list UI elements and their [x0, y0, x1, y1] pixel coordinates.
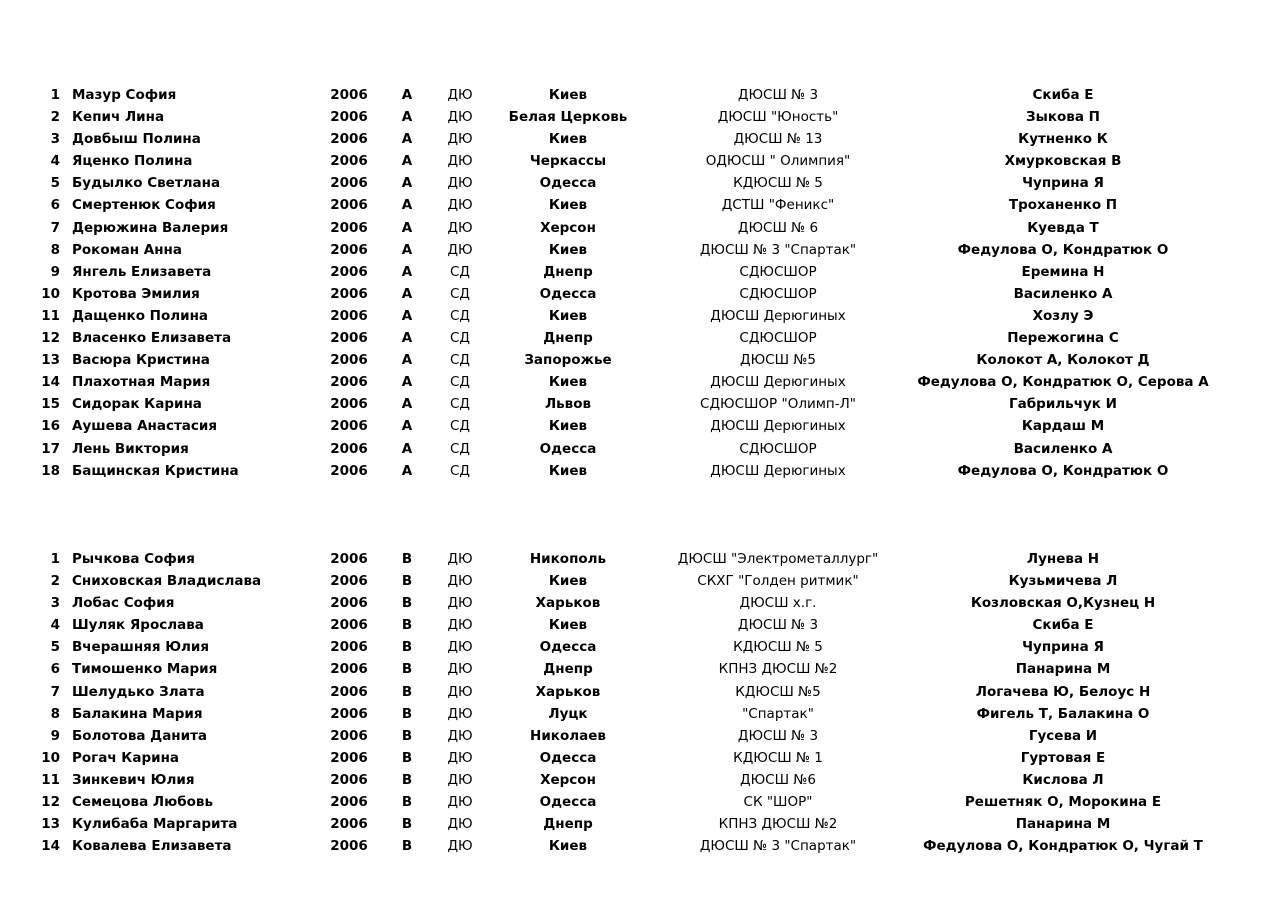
category: ДЮ	[447, 175, 473, 192]
city: Одесса	[539, 440, 597, 457]
row-number: 18	[41, 462, 60, 479]
category: СД	[450, 285, 470, 302]
city: Днепр	[543, 330, 593, 347]
group-letter: А	[401, 153, 413, 170]
table-row	[0, 106, 1280, 128]
row-number: 4	[50, 153, 60, 170]
group-letter: А	[401, 241, 413, 258]
club: СДЮСШОР "Олимп-Л"	[700, 396, 856, 413]
row-number: 7	[50, 219, 60, 236]
category: ДЮ	[447, 87, 473, 103]
club: ДЮСШ "Электрометаллург"	[677, 551, 879, 567]
table-row	[0, 835, 1280, 857]
coach: Зыкова П	[1026, 109, 1100, 126]
group-letter: В	[401, 749, 413, 766]
birth-year: 2006	[330, 595, 368, 612]
group-letter: А	[401, 418, 413, 435]
club: СДЮСШОР	[739, 285, 817, 302]
category: СД	[450, 374, 470, 391]
coach: Панарина М	[1015, 816, 1111, 833]
table-row	[0, 636, 1280, 658]
group-letter: А	[401, 219, 413, 236]
athlete-name: Власенко Елизавета	[72, 330, 232, 347]
coach: Федулова О, Кондратюк О	[957, 241, 1169, 258]
table-row	[0, 438, 1280, 460]
coach: Федулова О, Кондратюк О, Серова А	[917, 374, 1209, 391]
row-number: 4	[50, 617, 60, 634]
category: ДЮ	[447, 639, 473, 656]
club: ДЮСШ № 13	[733, 131, 823, 148]
group-letter: В	[401, 661, 413, 678]
coach: Скиба Е	[1032, 617, 1094, 634]
group-letter: А	[401, 263, 413, 280]
table-row	[0, 371, 1280, 393]
group-a-table	[0, 84, 1280, 482]
coach: Еремина Н	[1021, 263, 1105, 280]
group-letter: А	[401, 131, 413, 148]
group-letter: В	[401, 573, 413, 590]
club: ДЮСШ Дерюгиных	[710, 374, 846, 391]
club: СК "ШОР"	[743, 794, 813, 811]
group-letter: В	[401, 683, 413, 700]
coach: Гусева И	[1028, 727, 1098, 744]
club: ОДЮСШ " Олимпия"	[705, 153, 851, 170]
group-letter: В	[401, 551, 413, 567]
row-number: 3	[50, 595, 60, 612]
athlete-name: Лобас София	[72, 595, 175, 612]
athlete-name: Плахотная Мария	[72, 374, 211, 391]
city: Луцк	[548, 705, 588, 722]
city: Киев	[548, 418, 588, 435]
group-letter: В	[401, 727, 413, 744]
table-row	[0, 84, 1280, 106]
category: ДЮ	[447, 816, 473, 833]
category: СД	[450, 263, 470, 280]
birth-year: 2006	[330, 771, 368, 788]
athlete-name: Шуляк Ярослава	[72, 617, 204, 634]
birth-year: 2006	[330, 109, 368, 126]
city: Днепр	[543, 263, 593, 280]
athlete-name: Балакина Мария	[72, 705, 203, 722]
table-row	[0, 128, 1280, 150]
coach: Федулова О, Кондратюк О, Чугай Т	[923, 838, 1203, 855]
row-number: 14	[41, 374, 60, 391]
coach: Решетняк О, Морокина Е	[964, 794, 1162, 811]
birth-year: 2006	[330, 794, 368, 811]
row-number: 10	[41, 749, 60, 766]
birth-year: 2006	[330, 749, 368, 766]
row-number: 1	[50, 87, 60, 103]
group-letter: А	[401, 352, 413, 369]
club: СДЮСШОР	[739, 440, 817, 457]
row-number: 6	[50, 661, 60, 678]
club: ДЮСШ "Юность"	[717, 109, 839, 126]
city: Киев	[548, 197, 588, 214]
group-letter: А	[401, 440, 413, 457]
group-letter: А	[401, 197, 413, 214]
birth-year: 2006	[330, 263, 368, 280]
coach: Чуприна Я	[1022, 175, 1104, 192]
group-letter: А	[401, 374, 413, 391]
athlete-name: Дерюжина Валерия	[72, 219, 229, 236]
category: СД	[450, 352, 470, 369]
athlete-name: Сниховская Владислава	[72, 573, 262, 590]
athlete-name: Болотова Данита	[72, 727, 208, 744]
city: Черкассы	[529, 153, 607, 170]
club: ДСТШ "Феникс"	[721, 197, 835, 214]
athlete-name: Ковалева Елизавета	[72, 838, 232, 855]
club: СДЮСШОР	[739, 263, 817, 280]
athlete-name: Мазур София	[72, 87, 177, 103]
city: Одесса	[539, 175, 597, 192]
athlete-name: Бащинская Кристина	[72, 462, 239, 479]
birth-year: 2006	[330, 705, 368, 722]
coach: Кутненко К	[1018, 131, 1108, 148]
table-row	[0, 261, 1280, 283]
row-number: 15	[41, 396, 60, 413]
table-row	[0, 813, 1280, 835]
city: Харьков	[535, 683, 601, 700]
table-row	[0, 614, 1280, 636]
birth-year: 2006	[330, 440, 368, 457]
athlete-name: Рогач Карина	[72, 749, 180, 766]
coach: Кузьмичева Л	[1008, 573, 1118, 590]
club: КДЮСШ № 1	[733, 749, 823, 766]
table-row	[0, 327, 1280, 349]
category: ДЮ	[447, 573, 473, 590]
city: Киев	[548, 462, 588, 479]
athlete-name: Будылко Светлана	[72, 175, 221, 192]
club: ДЮСШ Дерюгиных	[710, 418, 846, 435]
city: Херсон	[540, 219, 596, 236]
birth-year: 2006	[330, 131, 368, 148]
athlete-name: Кротова Эмилия	[72, 285, 200, 302]
club: ДЮСШ № 3 "Спартак"	[699, 838, 857, 855]
club: ДЮСШ № 3	[737, 87, 819, 103]
club: СКХГ "Голден ритмик"	[697, 573, 859, 590]
city: Киев	[548, 131, 588, 148]
city: Киев	[548, 374, 588, 391]
city: Киев	[548, 838, 588, 855]
row-number: 5	[50, 175, 60, 192]
coach: Василенко А	[1013, 440, 1113, 457]
coach: Чуприна Я	[1022, 639, 1104, 656]
category: ДЮ	[447, 131, 473, 148]
club: ДЮСШ №6	[740, 771, 816, 788]
coach: Лунева Н	[1026, 551, 1100, 567]
city: Херсон	[540, 771, 596, 788]
table-row	[0, 791, 1280, 813]
category: СД	[450, 440, 470, 457]
category: ДЮ	[447, 683, 473, 700]
athlete-name: Шелудько Злата	[72, 683, 205, 700]
birth-year: 2006	[330, 197, 368, 214]
category: ДЮ	[447, 595, 473, 612]
group-letter: В	[401, 595, 413, 612]
row-number: 13	[41, 816, 60, 833]
club: ДЮСШ Дерюгиных	[710, 307, 846, 324]
row-number: 5	[50, 639, 60, 656]
city: Запорожье	[524, 352, 612, 369]
athlete-name: Рычкова София	[72, 551, 195, 567]
athlete-name: Семецова Любовь	[72, 794, 214, 811]
category: ДЮ	[447, 661, 473, 678]
city: Киев	[548, 617, 588, 634]
city: Львов	[544, 396, 592, 413]
club: КДЮСШ № 5	[733, 175, 823, 192]
birth-year: 2006	[330, 727, 368, 744]
row-number: 11	[41, 771, 60, 788]
club: КПНЗ ДЮСШ №2	[718, 816, 838, 833]
birth-year: 2006	[330, 175, 368, 192]
row-number: 16	[41, 418, 60, 435]
category: ДЮ	[447, 219, 473, 236]
row-number: 11	[41, 307, 60, 324]
group-letter: В	[401, 639, 413, 656]
table-row	[0, 415, 1280, 437]
athlete-name: Васюра Кристина	[72, 352, 210, 369]
city: Николаев	[530, 727, 606, 744]
group-letter: В	[401, 838, 413, 855]
city: Никополь	[529, 551, 607, 567]
city: Киев	[548, 307, 588, 324]
group-letter: А	[401, 109, 413, 126]
city: Одесса	[539, 749, 597, 766]
club: ДЮСШ № 3	[737, 727, 819, 744]
birth-year: 2006	[330, 352, 368, 369]
category: ДЮ	[447, 771, 473, 788]
row-number: 9	[50, 727, 60, 744]
category: ДЮ	[447, 794, 473, 811]
coach: Троханенко П	[1008, 197, 1118, 214]
city: Белая Церковь	[508, 109, 628, 126]
birth-year: 2006	[330, 639, 368, 656]
club: ДЮСШ №5	[740, 352, 816, 369]
club: "Спартак"	[742, 705, 814, 722]
birth-year: 2006	[330, 816, 368, 833]
athlete-name: Кулибаба Маргарита	[72, 816, 238, 833]
birth-year: 2006	[330, 573, 368, 590]
city: Днепр	[543, 816, 593, 833]
table-row	[0, 769, 1280, 791]
row-number: 7	[50, 683, 60, 700]
athlete-name: Зинкевич Юлия	[72, 771, 195, 788]
row-number: 17	[41, 440, 60, 457]
coach: Кислова Л	[1022, 771, 1104, 788]
athlete-name: Рокоман Анна	[72, 241, 182, 258]
table-row	[0, 305, 1280, 327]
city: Киев	[548, 241, 588, 258]
athlete-name: Янгель Елизавета	[72, 263, 212, 280]
table-row	[0, 658, 1280, 680]
athlete-name: Вчерашняя Юлия	[72, 639, 210, 656]
coach: Панарина М	[1015, 661, 1111, 678]
coach: Хмурковская В	[1004, 153, 1122, 170]
coach: Колокот А, Колокот Д	[976, 352, 1150, 369]
table-row	[0, 172, 1280, 194]
row-number: 3	[50, 131, 60, 148]
category: ДЮ	[447, 153, 473, 170]
city: Харьков	[535, 595, 601, 612]
coach: Скиба Е	[1032, 87, 1094, 103]
coach: Гуртовая Е	[1020, 749, 1106, 766]
row-number: 12	[41, 330, 60, 347]
row-number: 9	[50, 263, 60, 280]
group-letter: А	[401, 396, 413, 413]
birth-year: 2006	[330, 285, 368, 302]
city: Киев	[548, 573, 588, 590]
city: Одесса	[539, 794, 597, 811]
birth-year: 2006	[330, 219, 368, 236]
city: Одесса	[539, 639, 597, 656]
athlete-name: Дащенко Полина	[72, 307, 209, 324]
birth-year: 2006	[330, 462, 368, 479]
category: СД	[450, 307, 470, 324]
coach: Габрильчук И	[1009, 396, 1117, 413]
coach: Кардаш М	[1021, 418, 1105, 435]
city: Киев	[548, 87, 588, 103]
group-letter: В	[401, 705, 413, 722]
table-row	[0, 570, 1280, 592]
group-letter: А	[401, 175, 413, 192]
row-number: 12	[41, 794, 60, 811]
athlete-name: Аушева Анастасия	[72, 418, 218, 435]
group-letter: А	[401, 307, 413, 324]
row-number: 13	[41, 352, 60, 369]
group-letter: В	[401, 794, 413, 811]
table-row	[0, 283, 1280, 305]
group-letter: В	[401, 771, 413, 788]
club: КПНЗ ДЮСШ №2	[718, 661, 838, 678]
club: КДЮСШ №5	[735, 683, 821, 700]
coach: Козловская О,Кузнец Н	[970, 595, 1156, 612]
athlete-name: Довбыш Полина	[72, 131, 201, 148]
row-number: 14	[41, 838, 60, 855]
category: СД	[450, 418, 470, 435]
category: ДЮ	[447, 617, 473, 634]
birth-year: 2006	[330, 418, 368, 435]
coach: Федулова О, Кондратюк О	[957, 462, 1169, 479]
athlete-name: Тимошенко Мария	[72, 661, 218, 678]
birth-year: 2006	[330, 374, 368, 391]
city: Одесса	[539, 285, 597, 302]
category: ДЮ	[447, 705, 473, 722]
athlete-name: Лень Виктория	[72, 440, 189, 457]
category: СД	[450, 396, 470, 413]
coach: Фигель Т, Балакина О	[976, 705, 1150, 722]
birth-year: 2006	[330, 396, 368, 413]
table-row	[0, 239, 1280, 261]
city: Днепр	[543, 661, 593, 678]
category: ДЮ	[447, 749, 473, 766]
table-row	[0, 460, 1280, 482]
category: СД	[450, 462, 470, 479]
club: ДЮСШ Дерюгиных	[710, 462, 846, 479]
group-letter: А	[401, 462, 413, 479]
athlete-name: Сидорак Карина	[72, 396, 202, 413]
birth-year: 2006	[330, 838, 368, 855]
group-letter: В	[401, 816, 413, 833]
category: ДЮ	[447, 241, 473, 258]
birth-year: 2006	[330, 241, 368, 258]
category: СД	[450, 330, 470, 347]
coach: Логачева Ю, Белоус Н	[975, 683, 1151, 700]
athlete-name: Смертенюк София	[72, 197, 216, 214]
category: ДЮ	[447, 197, 473, 214]
table-row	[0, 725, 1280, 747]
birth-year: 2006	[330, 87, 368, 103]
category: ДЮ	[447, 838, 473, 855]
birth-year: 2006	[330, 153, 368, 170]
group-letter: А	[401, 330, 413, 347]
group-b-table	[0, 548, 1280, 857]
category: ДЮ	[447, 727, 473, 744]
athlete-name: Яценко Полина	[72, 153, 193, 170]
club: ДЮСШ № 3	[737, 617, 819, 634]
table-row	[0, 217, 1280, 239]
row-number: 2	[50, 573, 60, 590]
table-row	[0, 349, 1280, 371]
coach: Пережогина С	[1007, 330, 1119, 347]
birth-year: 2006	[330, 661, 368, 678]
birth-year: 2006	[330, 307, 368, 324]
table-row	[0, 592, 1280, 614]
table-row	[0, 393, 1280, 415]
coach: Василенко А	[1013, 285, 1113, 302]
row-number: 1	[50, 551, 60, 567]
table-row	[0, 747, 1280, 769]
table-row	[0, 703, 1280, 725]
row-number: 8	[50, 241, 60, 258]
category: ДЮ	[447, 551, 473, 567]
row-number: 10	[41, 285, 60, 302]
group-letter: В	[401, 617, 413, 634]
club: ДЮСШ № 6	[737, 219, 819, 236]
birth-year: 2006	[330, 330, 368, 347]
club: ДЮСШ х.г.	[739, 595, 817, 612]
birth-year: 2006	[330, 683, 368, 700]
table-row	[0, 548, 1280, 570]
club: СДЮСШОР	[739, 330, 817, 347]
category: ДЮ	[447, 109, 473, 126]
birth-year: 2006	[330, 617, 368, 634]
table-row	[0, 681, 1280, 703]
group-letter: А	[401, 87, 413, 103]
athlete-name: Кепич Лина	[72, 109, 165, 126]
club: КДЮСШ № 5	[733, 639, 823, 656]
row-number: 6	[50, 197, 60, 214]
group-letter: А	[401, 285, 413, 302]
table-row	[0, 194, 1280, 216]
coach: Хозлу Э	[1032, 307, 1094, 324]
table-row	[0, 150, 1280, 172]
club: ДЮСШ № 3 "Спартак"	[699, 241, 857, 258]
birth-year: 2006	[330, 551, 368, 567]
row-number: 2	[50, 109, 60, 126]
coach: Куевда Т	[1027, 219, 1099, 236]
row-number: 8	[50, 705, 60, 722]
